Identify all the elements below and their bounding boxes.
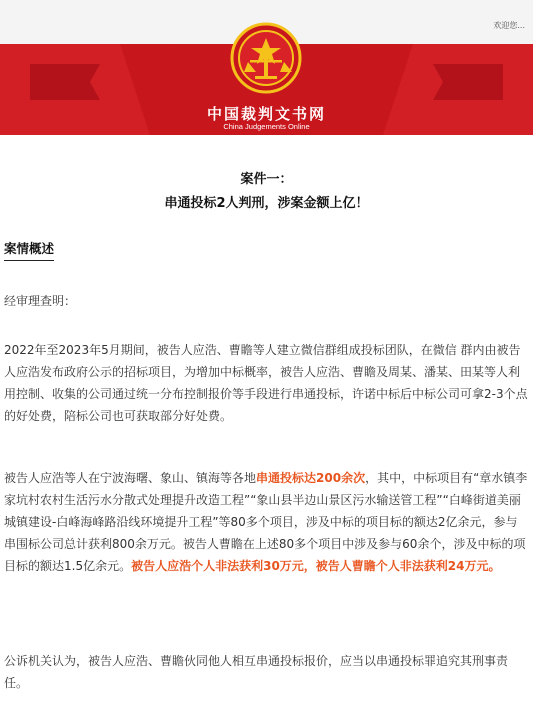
p2-highlight-count: 串通投标达200余次 (256, 471, 366, 485)
court-emblem-icon (232, 24, 300, 92)
paragraph-1: 2022年至2023年5月期间，被告人应浩、曹瞻等人建立微信群组成投标团队，在微信 群内由被告人应浩发布政府公示的招标项目，为增加中标概率，被告人应浩、曹瞻及周某、潘某、田某等人利用控制、收集的公司通过统一分布控制报价等手段进行串通投标，许诺中标后中标公司可拿2-3个点的好处费，陪标公司也可获取部分好处费。 (4, 343, 528, 423)
case-label: 案件一： (240, 172, 293, 187)
site-banner (0, 0, 533, 135)
p2-text-a: 被告人应浩等人在宁波海曙、象山、镇海等各地 (4, 471, 257, 485)
section-heading: 案情概述 (4, 239, 54, 261)
intro-paragraph: 经审理查明： (4, 294, 77, 308)
site-subtitle: China Judgements Online (223, 122, 310, 131)
case-headline: 串通投标2人判刑，涉案金额上亿！ (164, 196, 369, 211)
p2-highlight-profit: 被告人应浩个人非法获利30万元，被告人曹瞻个人非法获利24万元。 (131, 559, 501, 573)
paragraph-2 (4, 467, 529, 577)
site-title: 中国裁判文书网 (206, 105, 326, 123)
welcome-link[interactable]: 欢迎您... (493, 21, 525, 30)
p2-text-b: ，其中，中标项目有“章水镇李家坑村农村生活污水分散式处理提升改造工程”“象山县半边山景区污水输送管工程”“白峰街道美丽城镇建设-白峰海峰路沿线环境提升工程”等80多个项目，涉及中标的项目标的额达2亿余元，参与串围标公司总计获利800余万元。被告人曹瞻在上述80多个项目中涉及参与60余个，涉及中标的项目标的额达1.5亿余元。 (4, 471, 528, 573)
paragraph-3: 公诉机关认为，被告人应浩、曹瞻伙同他人相互串通投标报价，应当以串通投标罪追究其刑事责任。 (4, 654, 509, 690)
